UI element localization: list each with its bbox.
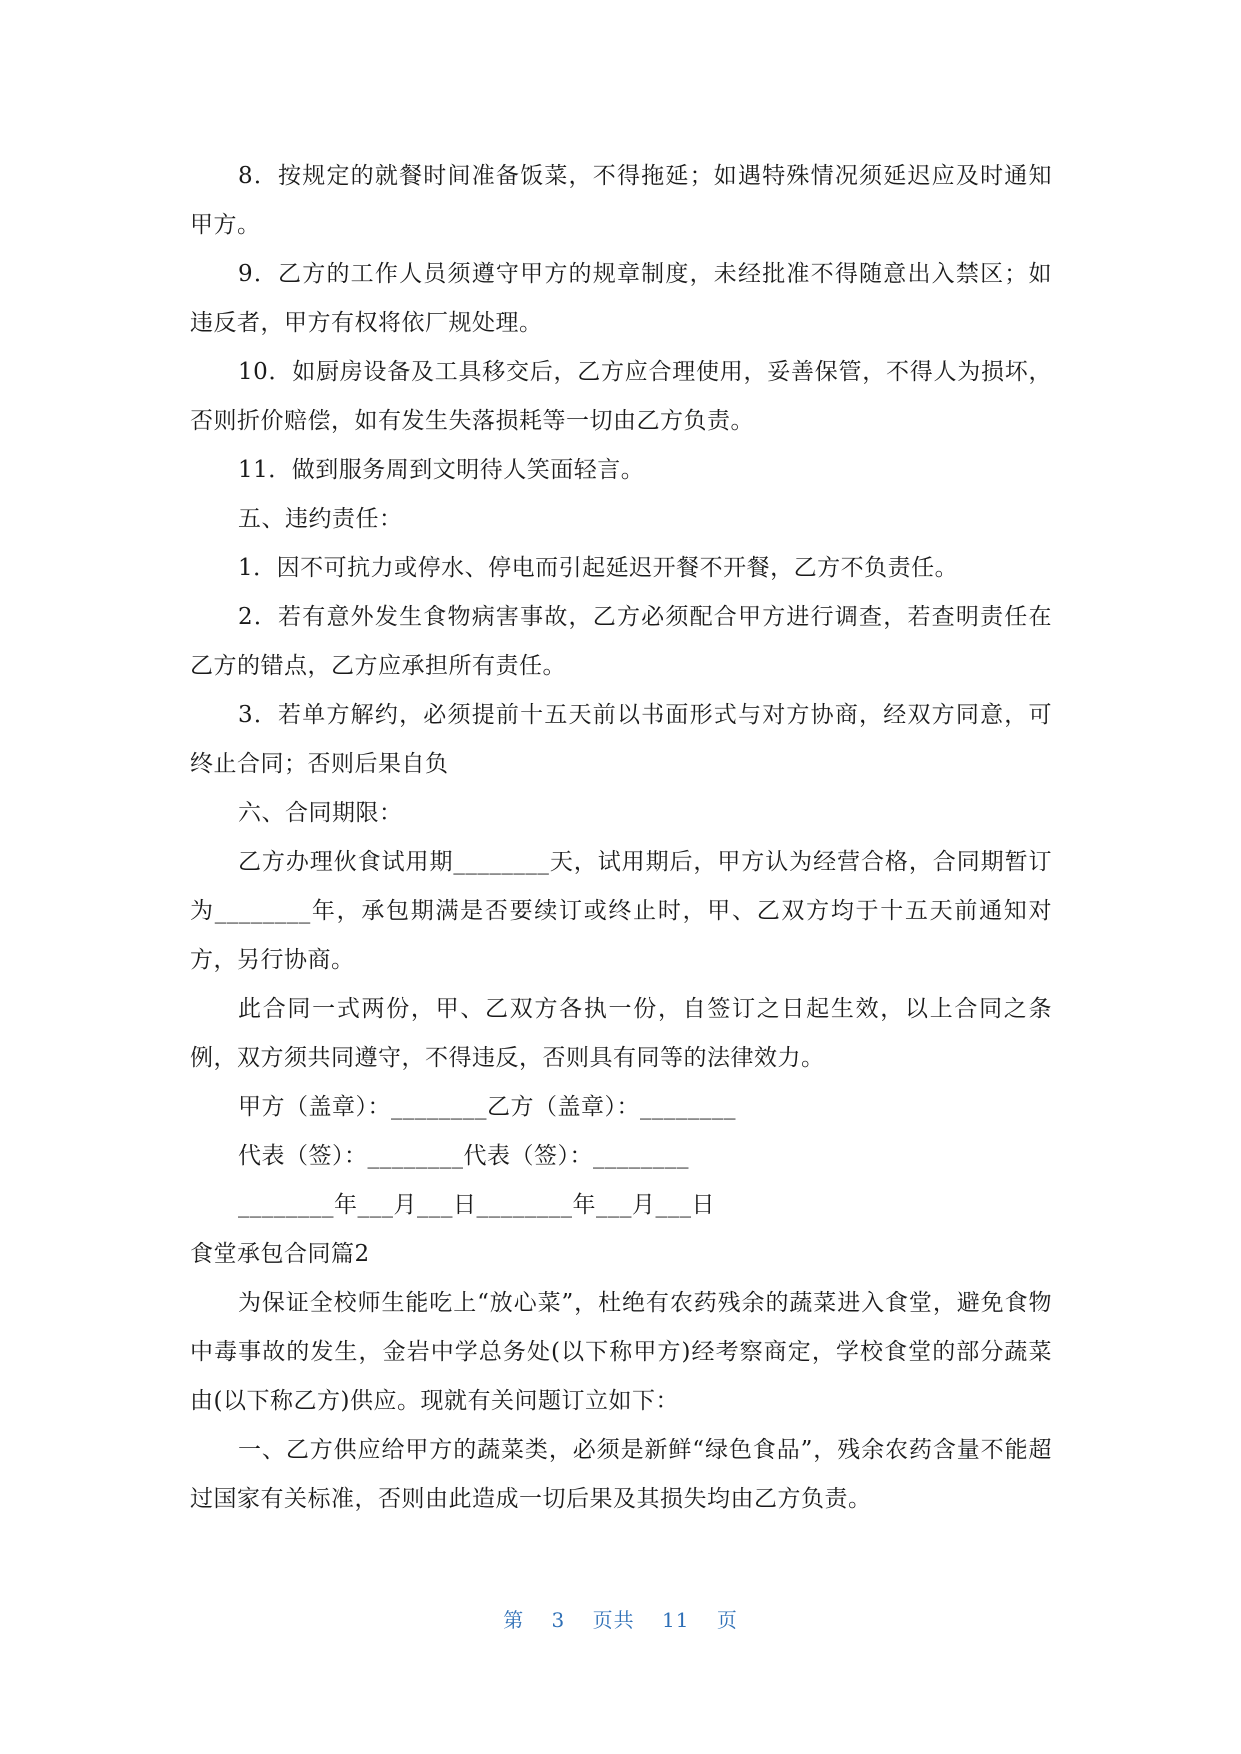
- page-footer: [0, 1604, 1241, 1633]
- paragraph-intro-2: 为保证全校师生能吃上“放心菜”，杜绝有农药残余的蔬菜进入食堂，避免食物中毒事故的发生，金岩中学总务处(以下称甲方)经考察商定，学校食堂的部分蔬菜由(以下称乙方)供应。现就有关问题订立如下：: [190, 1290, 1052, 1414]
- paragraph-clause-8: 8．按规定的就餐时间准备饭菜，不得拖延；如遇特殊情况须延迟应及时通知甲方。: [190, 163, 1052, 238]
- signature-seal-line: 甲方（盖章）：________乙方（盖章）：________: [238, 1094, 736, 1120]
- section-heading-breach: 五、违约责任：: [238, 506, 403, 532]
- paragraph-term: 乙方办理伙食试用期________天，试用期后，甲方认为经营合格，合同期暂订为________年，承包期满是否要续订或终止时，甲、乙双方均于十五天前通知对方，另行协商。: [190, 849, 1052, 973]
- paragraph-clause-11: 11．做到服务周到文明待人笑面轻言。: [238, 457, 645, 483]
- footer-prefix: 第: [503, 1608, 525, 1632]
- paragraph-breach-3: 3．若单方解约，必须提前十五天前以书面形式与对方协商，经双方同意，可终止合同；否则后果自负: [190, 702, 1052, 777]
- section-heading-term: 六、合同期限：: [238, 800, 403, 826]
- document-body: [190, 152, 1052, 1524]
- footer-current-page: 3: [551, 1608, 566, 1632]
- section-title: 食堂承包合同篇2: [190, 1241, 370, 1267]
- signature-date-line: ________年___月___日________年___月___日: [238, 1192, 715, 1218]
- footer-total-pages: 11: [662, 1608, 690, 1632]
- paragraph-breach-1: 1．因不可抗力或停水、停电而引起延迟开餐不开餐，乙方不负责任。: [238, 555, 959, 581]
- footer-suffix: 页: [716, 1608, 738, 1632]
- paragraph-effect: 此合同一式两份，甲、乙双方各执一份，自签订之日起生效，以上合同之条例，双方须共同遵守，不得违反，否则具有同等的法律效力。: [190, 996, 1052, 1071]
- paragraph-supply-1: 一、乙方供应给甲方的蔬菜类，必须是新鲜“绿色食品”，残余农药含量不能超过国家有关标准，否则由此造成一切后果及其损失均由乙方负责。: [190, 1437, 1052, 1512]
- paragraph-clause-10: 10．如厨房设备及工具移交后，乙方应合理使用，妥善保管，不得人为损坏，否则折价赔偿，如有发生失落损耗等一切由乙方负责。: [190, 359, 1052, 434]
- paragraph-breach-2: 2．若有意外发生食物病害事故，乙方必须配合甲方进行调查，若查明责任在乙方的错点，乙方应承担所有责任。: [190, 604, 1052, 679]
- footer-mid: 页共: [592, 1608, 635, 1632]
- signature-rep-line: 代表（签）：________代表（签）：________: [238, 1143, 689, 1169]
- paragraph-clause-9: 9．乙方的工作人员须遵守甲方的规章制度，未经批准不得随意出入禁区；如违反者，甲方有权将依厂规处理。: [190, 261, 1052, 336]
